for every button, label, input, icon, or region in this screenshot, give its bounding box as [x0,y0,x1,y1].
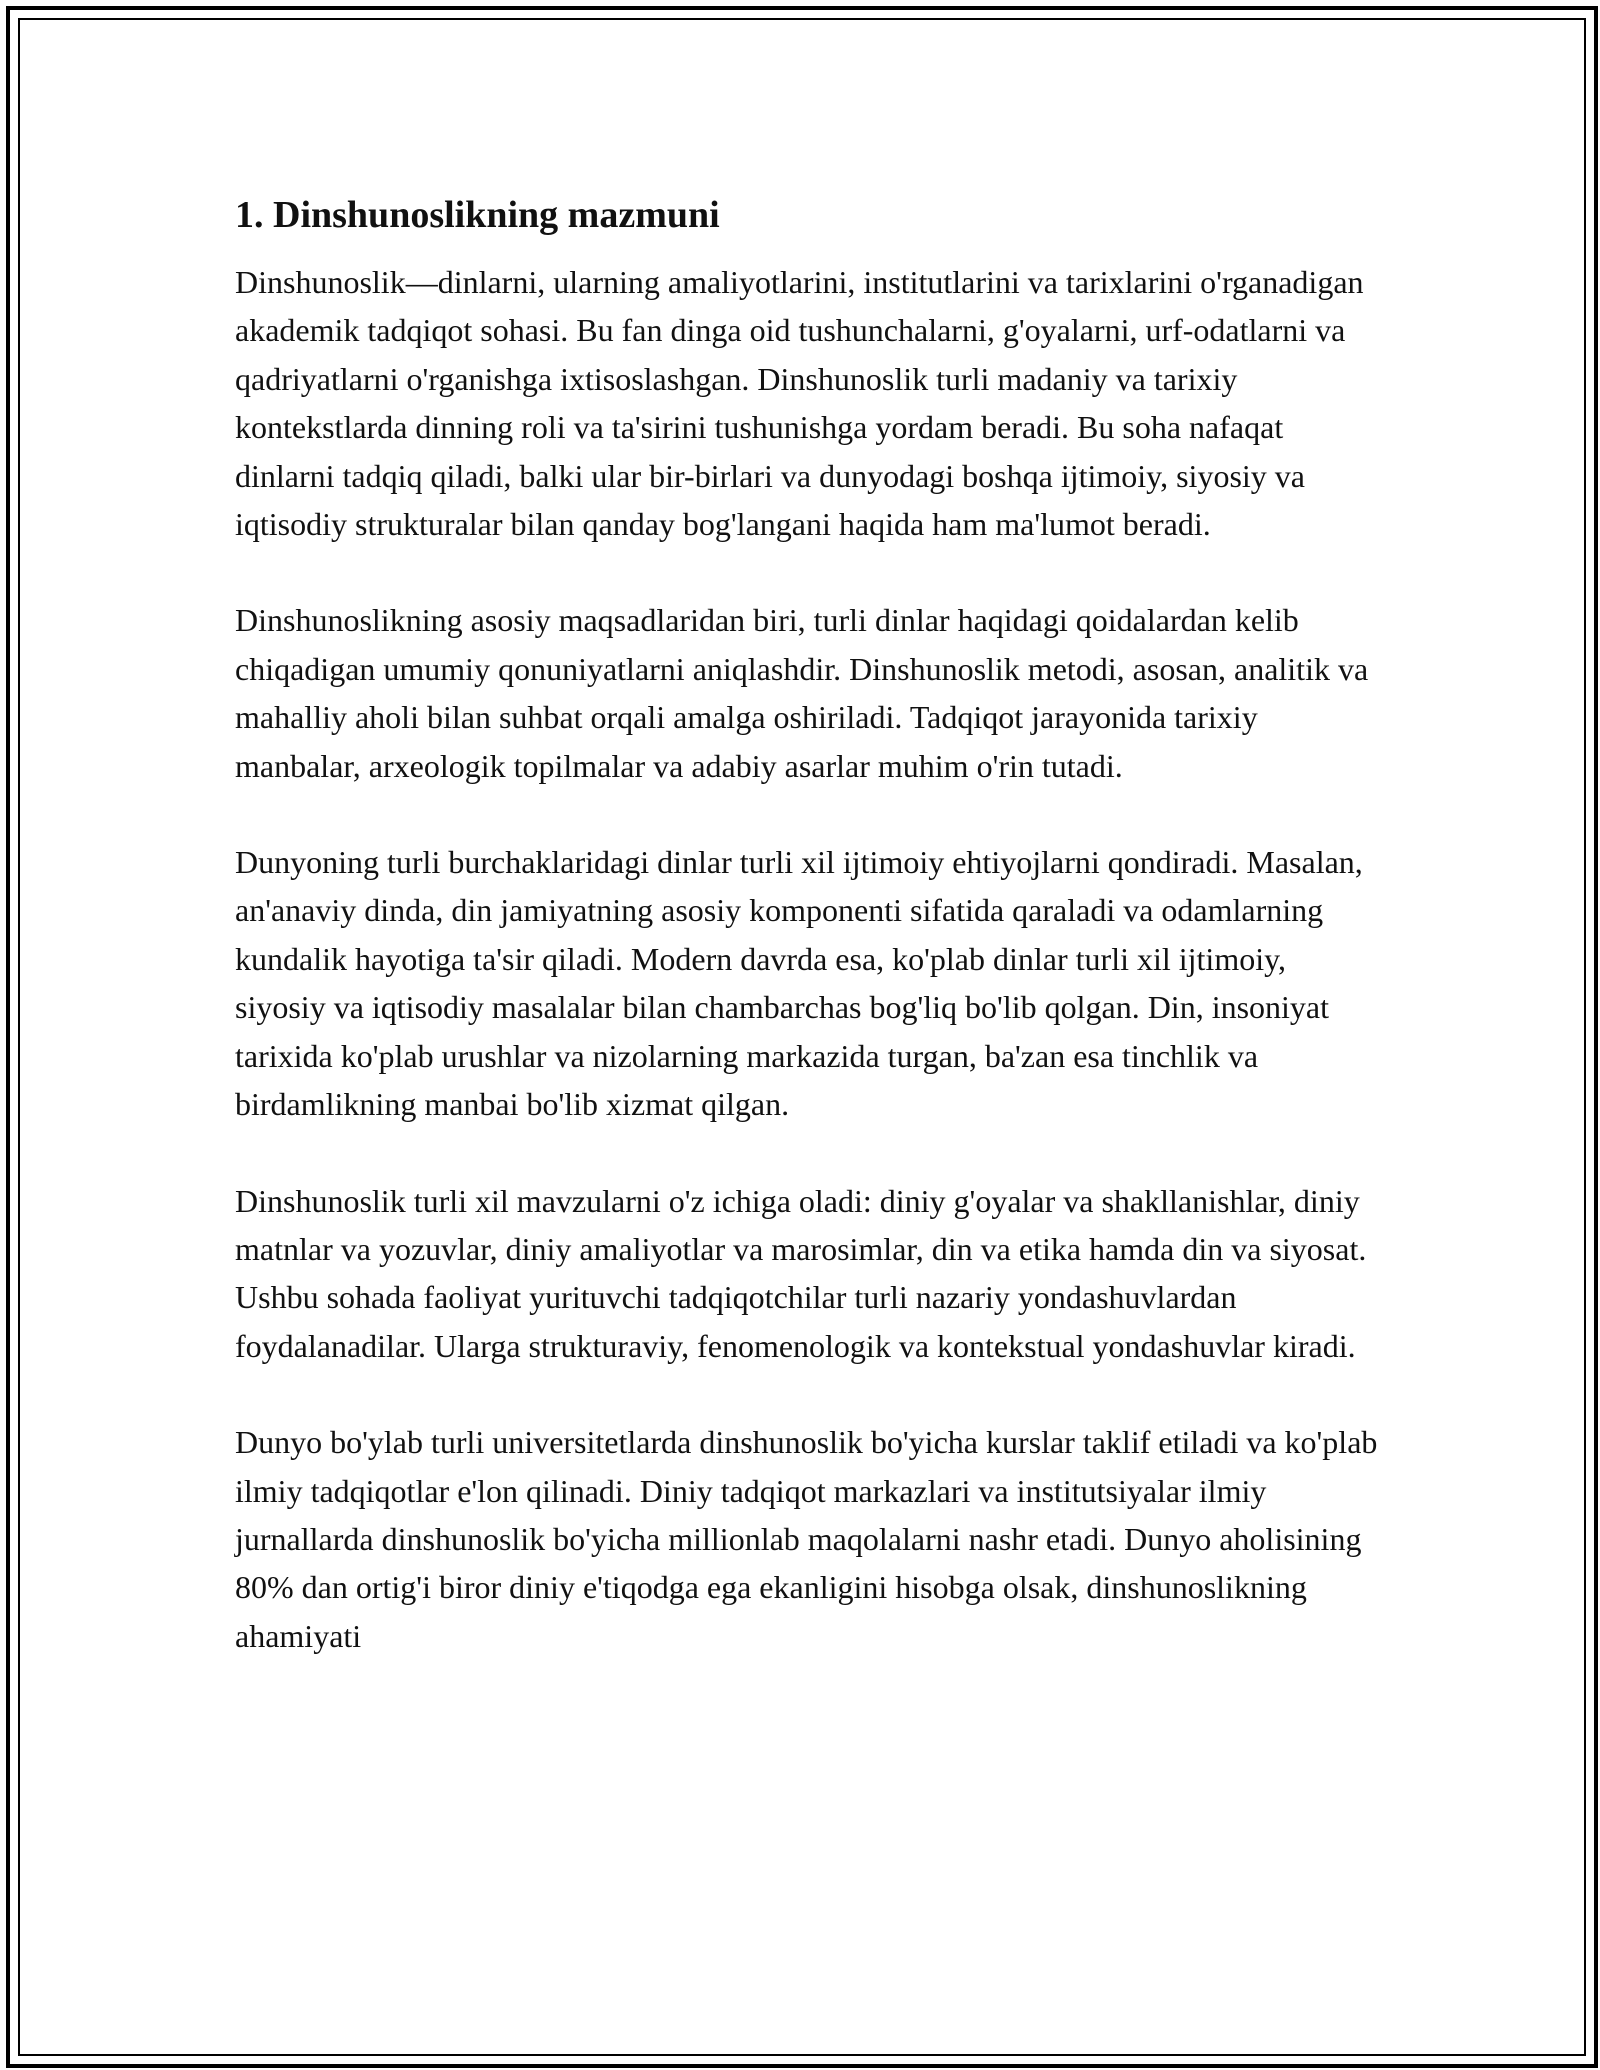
paragraph-3: Dunyoning turli burchaklaridagi dinlar turli xil ijtimoiy ehtiyojlarni qondiradi. Masalan, an'anaviy dinda, din jamiyatning asosiy komponenti sifatida qaraladi va odamlarning kundalik hayotiga ta'sir qiladi. Modern davrda esa, ko'plab dinlar turli xil ijtimoiy, siyosiy va iqtisodiy masalalar bilan chambarchas bog'liq bo'lib qolgan. Din, insoniyat tarixida ko'plab urushlar va nizolarning markazida turgan, ba'zan esa tinchlik va birdamlikning manbai bo'lib xizmat qilgan. [235,844,1363,1123]
paragraph-4: Dinshunoslik turli xil mavzularni o'z ichiga oladi: diniy g'oyalar va shakllanishlar, diniy matnlar va yozuvlar, diniy amaliyotlar va marosimlar, din va etika hamda din va siyosat. Ushbu sohada faoliyat yurituvchi tadqiqotchilar turli nazariy yondashuvlardan foydalanadilar. Ularga strukturaviy, fenomenologik va kontekstual yondashuvlar kiradi. [235,1182,1367,1364]
document-body [235,186,1380,1708]
section-heading: 1. Dinshunoslikning mazmuni [235,194,720,236]
paragraph-2: Dinshunoslikning asosiy maqsadlaridan biri, turli dinlar haqidagi qoidalardan kelib chiqadigan umumiy qonuniyatlarni aniqlashdir. Dinshunoslik metodi, asosan, analitik va mahalliy aholi bilan suhbat orqali amalga oshiriladi. Tadqiqot jarayonida tarixiy manbalar, arxeologik topilmalar va adabiy asarlar muhim o'rin tutadi. [235,602,1369,784]
paragraph-1: Dinshunoslik—dinlarni, ularning amaliyotlarini, institutlarini va tarixlarini o'rganadigan akademik tadqiqot sohasi. Bu fan dinga oid tushunchalarni, g'oyalarni, urf-odatlarni va qadriyatlarni o'rganishga ixtisoslashgan. Dinshunoslik turli madaniy va tarixiy kontekstlarda dinning roli va ta'sirini tushunishga yordam beradi. Bu soha nafaqat dinlarni tadqiq qiladi, balki ular bir-birlari va dunyodagi boshqa ijtimoiy, siyosiy va iqtisodiy strukturalar bilan qanday bog'langani haqida ham ma'lumot beradi. [235,264,1364,543]
paragraph-5: Dunyo bo'ylab turli universitetlarda dinshunoslik bo'yicha kurslar taklif etiladi va ko'plab ilmiy tadqiqotlar e'lon qilinadi. Diniy tadqiqot markazlari va institutsiyalar ilmiy jurnallarda dinshunoslik bo'yicha millionlab maqolalarni nashr etadi. Dunyo aholisining 80% dan ortig'i biror diniy e'tiqodga ega ekanligini hisobga olsak, dinshunoslikning ahamiyati [235,1424,1378,1654]
